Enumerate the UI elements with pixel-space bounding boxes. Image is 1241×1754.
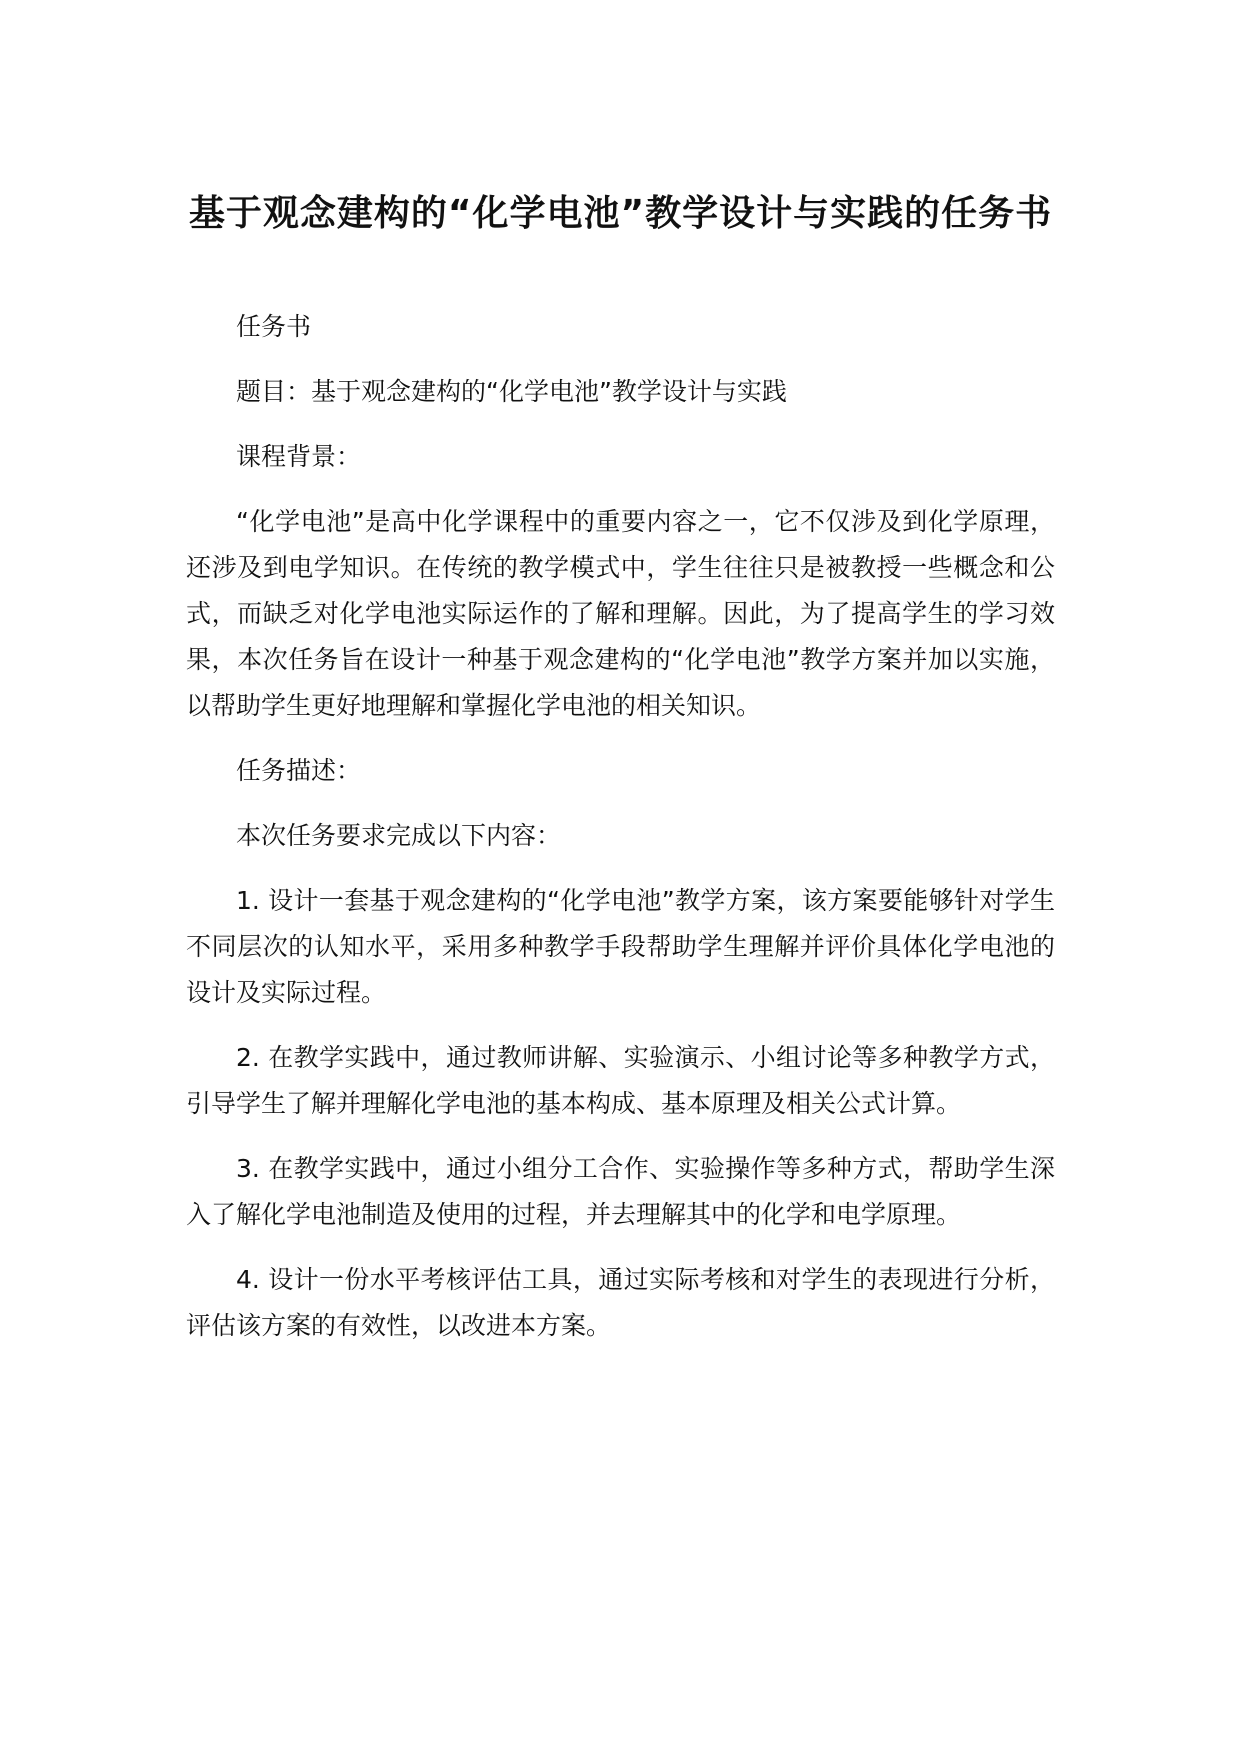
requirement-item-3: 3. 在教学实践中，通过小组分工合作、实验操作等多种方式，帮助学生深入了解化学电池制造及使用的过程，并去理解其中的化学和电学原理。 (186, 1154, 1055, 1229)
requirements-intro: 本次任务要求完成以下内容： (236, 821, 562, 850)
document-body (186, 304, 1055, 1349)
section-heading-task-book: 任务书 (236, 312, 312, 341)
requirement-item-2: 2. 在教学实践中，通过教师讲解、实验演示、小组讨论等多种教学方式，引导学生了解并理解化学电池的基本构成、基本原理及相关公式计算。 (186, 1043, 1055, 1118)
section-heading-description: 任务描述： (236, 756, 362, 785)
background-paragraph: “化学电池”是高中化学课程中的重要内容之一，它不仅涉及到化学原理，还涉及到电学知识。在传统的教学模式中，学生往往只是被教授一些概念和公式，而缺乏对化学电池实际运作的了解和理解。因此，为了提高学生的学习效果，本次任务旨在设计一种基于观念建构的“化学电池”教学方案并加以实施，以帮助学生更好地理解和掌握化学电池的相关知识。 (186, 507, 1055, 720)
topic-line: 题目：基于观念建构的“化学电池”教学设计与实践 (236, 377, 787, 406)
requirement-item-1: 1. 设计一套基于观念建构的“化学电池”教学方案，该方案要能够针对学生不同层次的认知水平，采用多种教学手段帮助学生理解并评价具体化学电池的设计及实际过程。 (186, 886, 1055, 1007)
section-heading-background: 课程背景： (236, 442, 362, 471)
requirement-item-4: 4. 设计一份水平考核评估工具，通过实际考核和对学生的表现进行分析，评估该方案的有效性，以改进本方案。 (186, 1265, 1055, 1340)
document-title: 基于观念建构的“化学电池”教学设计与实践的任务书 (188, 193, 1053, 234)
